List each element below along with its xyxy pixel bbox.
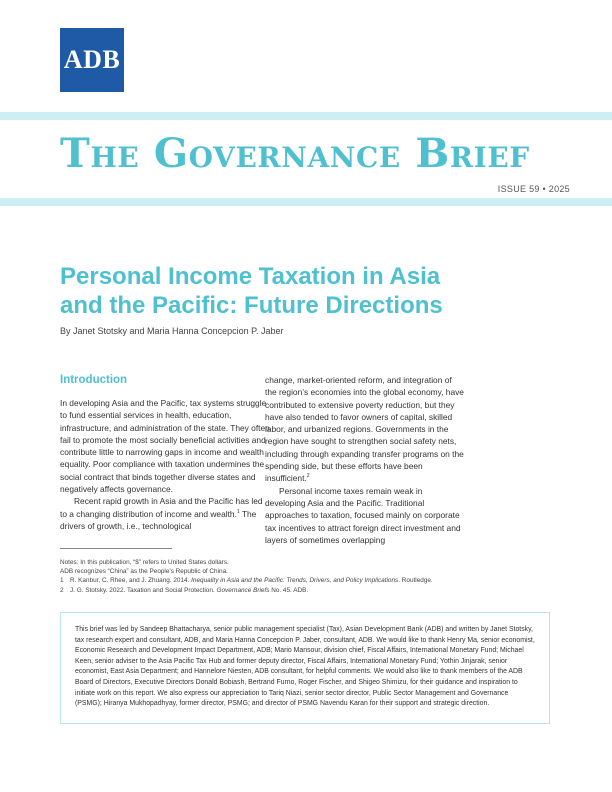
paragraph-3 (265, 374, 465, 485)
footnote-1-tail: . Routledge. (398, 577, 433, 584)
section-heading-introduction: Introduction (60, 374, 128, 386)
footnote-1-text: R. Kanbur, C. Rhee, and J. Zhuang. 2014. (70, 577, 192, 584)
footnote-ref-2[interactable]: 2 (306, 473, 310, 480)
notes-line-2: ADB recognizes “China” as the People’s Republic of China. (60, 568, 228, 575)
footnote-1-number: 1 (60, 577, 64, 584)
paragraph-3-text: change, market-oriented reform, and integration of the region’s economies into the global economy, have contributed to extensive poverty reduction, but they have also tended to favor owners of capital, skilled labor, and urbanized regions. Governments in the region have sought to strengthen social safety nets, including through expanding transfer programs on the spending side, but these efforts have been insufficient. (265, 375, 464, 484)
authors: By Janet Stotsky and Maria Hanna Concepcion P. Jaber (60, 326, 284, 336)
footnote-1-title: Inequality in Asia and the Pacific: Trends, Drivers, and Policy Implications (191, 577, 399, 584)
text-column-left (60, 397, 270, 532)
footnote-2 (60, 586, 540, 595)
acknowledgment-box (60, 612, 550, 724)
footnote-2-tail: No. 45. ADB. (269, 587, 309, 594)
footnote-divider (60, 548, 172, 549)
header-band-top (0, 112, 612, 120)
header-band-bottom (0, 198, 612, 206)
acknowledgment-text: This brief was led by Sandeep Bhattacharya, senior public management specialist (Tax), Asian Development Bank (ADB) and written by Janet Stotsky, tax research expert and consultant, ADB, and Maria Hanna Concepcion P. Jaber, consultant, ADB. We would like to thank Henry Ma, senior economist, Economic Research and Development Impact Department, ADB; Mario Mansour, division chief, Fiscal Affairs, International Monetary Fund; Michael Keen, senior adviser to the Asia Pacific Tax Hub and former deputy director, Fiscal Affairs, International Monetary Fund; Yothin Jinjarak, senior economist, East Asia Department; and Hannelore Niesten, ADB consultant, for helpful comments. We would also like to thank members of the ADB Board of Directors, Executive Directors Donald Bobiash, Bertrand Furno, Roger Fischer, and Shigeo Shimizu, for their guidance and inspiration to initiate work on this report. We also express our appreciation to Tariq Niazi, senior sector director, Public Sector Management and Governance (PSMG); Hiranya Mukhopadhyay, former director, PSMG; and director of PSMG Navendu Karan for their support and strategic direction. (75, 626, 535, 708)
article-title (60, 262, 580, 320)
article-title-line-1: Personal Income Taxation in Asia (60, 263, 441, 290)
adb-logo: ADB (60, 28, 124, 92)
paragraph-2 (60, 495, 270, 532)
brief-title: The Governance Brief (60, 130, 530, 177)
paragraph-1: In developing Asia and the Pacific, tax systems struggle to fund essential services in health, education, infrastructure, and administration of the state. They often fail to promote the most socially beneficial activities and contribute little to narrowing gaps in income and wealth equality. Poor compliance with taxation undermines the social contract that binds together diverse states and negatively affects governance. (60, 398, 270, 495)
footnote-2-title: Governance Briefs (216, 587, 270, 594)
article-title-line-2: and the Pacific: Future Directions (60, 292, 443, 319)
footnote-1 (60, 576, 540, 585)
notes-line-1: Notes: In this publication, “$” refers to United States dollars. (60, 559, 229, 566)
text-column-right (265, 374, 465, 546)
footnote-ref-1[interactable]: 1 (236, 508, 240, 515)
footnote-2-number: 2 (60, 587, 64, 594)
footnote-2-text: J. G. Stotsky. 2022. Taxation and Social Protection. (70, 587, 217, 594)
paragraph-4: Personal income taxes remain weak in developing Asia and the Pacific. Traditional approaches to taxation, focused mainly on corporate tax incentives to attract foreign direct investment and layers of sometimes overlapping (265, 485, 461, 545)
paragraph-2-text: Recent rapid growth in Asia and the Pacific has led to a changing distribution of income and wealth. (60, 496, 263, 519)
issue-label: ISSUE 59 • 2025 (497, 184, 570, 194)
paragraph-2-tail: The drivers of growth, i.e., technological (60, 508, 257, 531)
